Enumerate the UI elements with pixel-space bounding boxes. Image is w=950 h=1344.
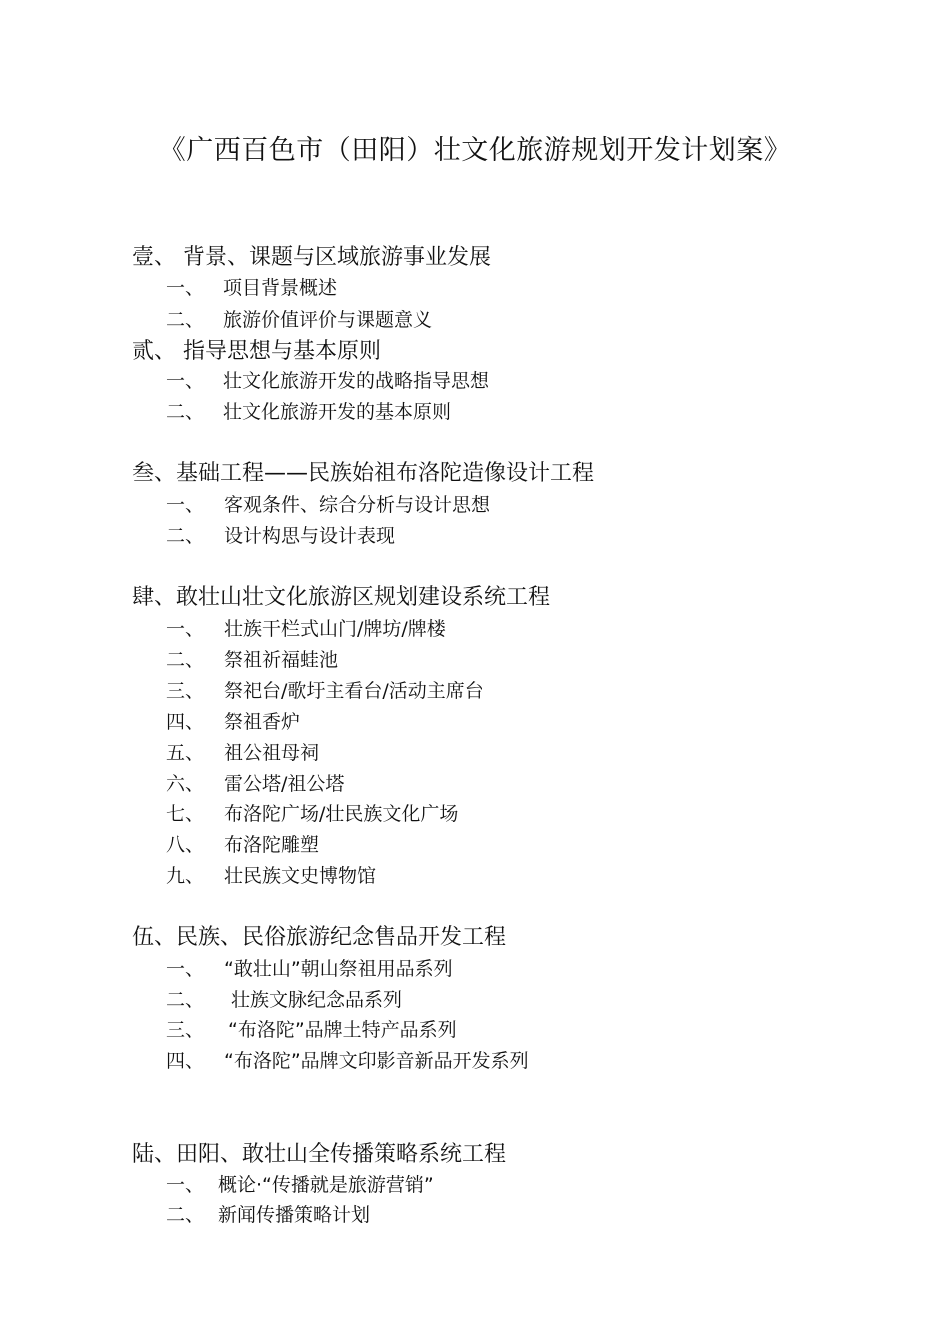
section-heading: 贰、 指导思想与基本原则 (132, 339, 381, 364)
item-text: 概论·“传播就是旅游营销” (218, 1174, 434, 1196)
item-number: 二、 (166, 1204, 205, 1226)
item-number: 四、 (166, 1050, 205, 1072)
item-text: 壮文化旅游开发的战略指导思想 (223, 370, 490, 392)
list-item (166, 645, 339, 672)
item-text: 祭祖祈福蛙池 (224, 649, 339, 671)
list-item (166, 676, 484, 703)
item-text: 雷公塔/祖公塔 (224, 773, 345, 795)
item-number: 三、 (166, 680, 205, 702)
list-item (166, 738, 320, 765)
section-heading: 叁、基础工程——民族始祖布洛陀造像设计工程 (132, 461, 595, 486)
list-item (166, 861, 377, 888)
list-item (166, 397, 452, 424)
item-number: 一、 (166, 1174, 205, 1196)
list-item (166, 985, 403, 1012)
list-item (166, 273, 338, 300)
item-text: 祭祀台/歌圩主看台/活动主席台 (224, 680, 484, 702)
document-title: 《广西百色市（田阳）壮文化旅游规划开发计划案》 (158, 135, 792, 166)
item-number: 一、 (166, 958, 205, 980)
item-text: 布洛陀雕塑 (224, 834, 320, 856)
list-item (166, 305, 433, 332)
item-text: 新闻传播策略计划 (218, 1204, 371, 1226)
item-number: 五、 (166, 742, 205, 764)
item-text: 壮族干栏式山门/牌坊/牌楼 (224, 618, 446, 640)
item-text: 客观条件、综合分析与设计思想 (224, 494, 491, 516)
list-item (166, 490, 491, 517)
list-item (166, 521, 396, 548)
list-item (166, 366, 490, 393)
item-number: 二、 (166, 401, 205, 423)
list-item (166, 614, 446, 641)
list-item (166, 830, 320, 857)
item-number: 二、 (166, 989, 205, 1011)
list-item (166, 1046, 529, 1073)
item-text: 壮文化旅游开发的基本原则 (223, 401, 452, 423)
item-number: 一、 (166, 618, 205, 640)
item-number: 七、 (166, 803, 205, 825)
list-item (166, 1015, 457, 1042)
item-text: 祖公祖母祠 (224, 742, 320, 764)
item-text: 设计构思与设计表现 (224, 525, 396, 547)
section-heading: 陆、田阳、敢壮山全传播策略系统工程 (132, 1142, 507, 1167)
item-number: 二、 (166, 525, 205, 547)
item-number: 八、 (166, 834, 205, 856)
item-number: 九、 (166, 865, 205, 887)
item-number: 六、 (166, 773, 205, 795)
item-number: 四、 (166, 711, 205, 733)
item-text: 项目背景概述 (223, 277, 338, 299)
list-item (166, 707, 301, 734)
list-item (166, 954, 453, 981)
item-text: 旅游价值评价与课题意义 (223, 309, 433, 331)
item-number: 一、 (166, 494, 205, 516)
item-text: “布洛陀”品牌文印影音新品开发系列 (224, 1050, 529, 1072)
item-number: 二、 (166, 309, 205, 331)
item-text: “敢壮山”朝山祭祖用品系列 (224, 958, 453, 980)
list-item (166, 799, 459, 826)
item-number: 一、 (166, 277, 205, 299)
item-text: 壮族文脉纪念品系列 (231, 989, 403, 1011)
section-heading: 肆、敢壮山壮文化旅游区规划建设系统工程 (132, 585, 551, 610)
item-number: 二、 (166, 649, 205, 671)
list-item (166, 1200, 371, 1227)
item-text: 布洛陀广场/壮民族文化广场 (224, 803, 459, 825)
item-text: 壮民族文史博物馆 (224, 865, 377, 887)
item-text: “布洛陀”品牌土特产品系列 (228, 1019, 457, 1041)
section-heading: 壹、 背景、课题与区域旅游事业发展 (132, 245, 491, 270)
item-number: 一、 (166, 370, 205, 392)
item-number: 三、 (166, 1019, 205, 1041)
section-heading: 伍、民族、民俗旅游纪念售品开发工程 (132, 925, 507, 950)
item-text: 祭祖香炉 (224, 711, 301, 733)
list-item (166, 769, 345, 796)
list-item (166, 1170, 434, 1197)
